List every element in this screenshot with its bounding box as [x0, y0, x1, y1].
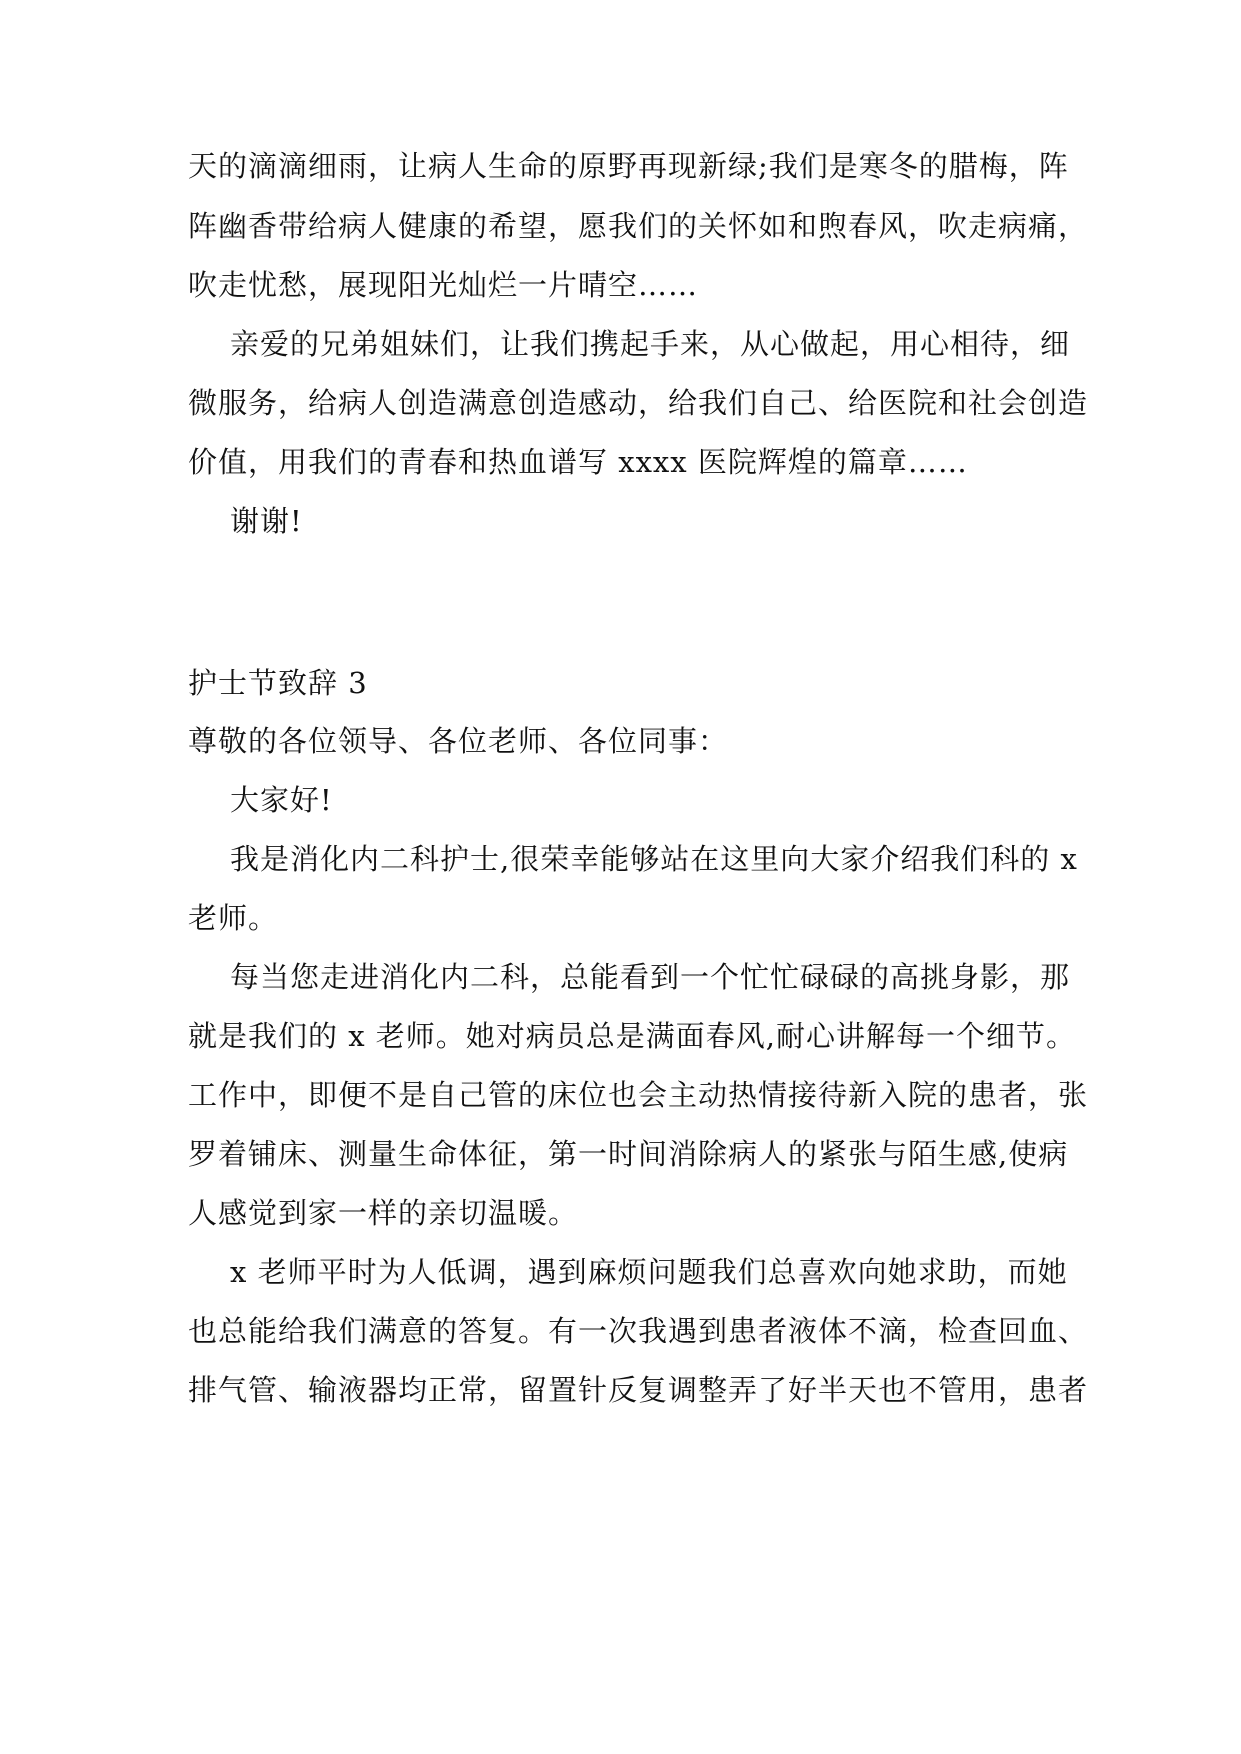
- paragraph-line: 亲爱的兄弟姐妹们，让我们携起手来，从心做起，用心相待，细: [230, 327, 1071, 361]
- closing-thanks: 谢谢!: [230, 504, 303, 538]
- salutation: 尊敬的各位领导、各位老师、各位同事：: [188, 724, 729, 758]
- paragraph-line: x 老师平时为人低调，遇到麻烦问题我们总喜欢向她求助，而她: [230, 1255, 1068, 1289]
- greeting: 大家好!: [230, 783, 333, 817]
- paragraph-line: 就是我们的 x 老师。她对病员总是满面春风,耐心讲解每一个细节。: [188, 1019, 1077, 1053]
- section-title: 护士节致辞 3: [188, 666, 368, 700]
- paragraph-line: 价值，用我们的青春和热血谱写 xxxx 医院辉煌的篇章……: [188, 445, 968, 479]
- paragraph-line: 吹走忧愁，展现阳光灿烂一片晴空……: [188, 268, 699, 302]
- paragraph-line: 也总能给我们满意的答复。有一次我遇到患者液体不滴，检查回血、: [188, 1314, 1089, 1348]
- paragraph-line: 天的滴滴细雨，让病人生命的原野再现新绿;我们是寒冬的腊梅，阵: [188, 149, 1069, 183]
- paragraph-line: 我是消化内二科护士,很荣幸能够站在这里向大家介绍我们科的 x: [230, 842, 1078, 876]
- paragraph-line: 工作中，即便不是自己管的床位也会主动热情接待新入院的患者，张: [188, 1078, 1089, 1112]
- paragraph-line: 阵幽香带给病人健康的希望，愿我们的关怀如和煦春风，吹走病痛，: [188, 209, 1089, 243]
- paragraph-line: 老师。: [188, 901, 279, 935]
- paragraph-line: 每当您走进消化内二科，总能看到一个忙忙碌碌的高挑身影，那: [230, 960, 1071, 994]
- paragraph-line: 排气管、输液器均正常，留置针反复调整弄了好半天也不管用，患者: [188, 1373, 1089, 1407]
- paragraph-line: 人感觉到家一样的亲切温暖。: [188, 1196, 579, 1230]
- paragraph-line: 微服务，给病人创造满意创造感动，给我们自己、给医院和社会创造: [188, 386, 1089, 420]
- paragraph-line: 罗着铺床、测量生命体征，第一时间消除病人的紧张与陌生感,使病: [188, 1137, 1069, 1171]
